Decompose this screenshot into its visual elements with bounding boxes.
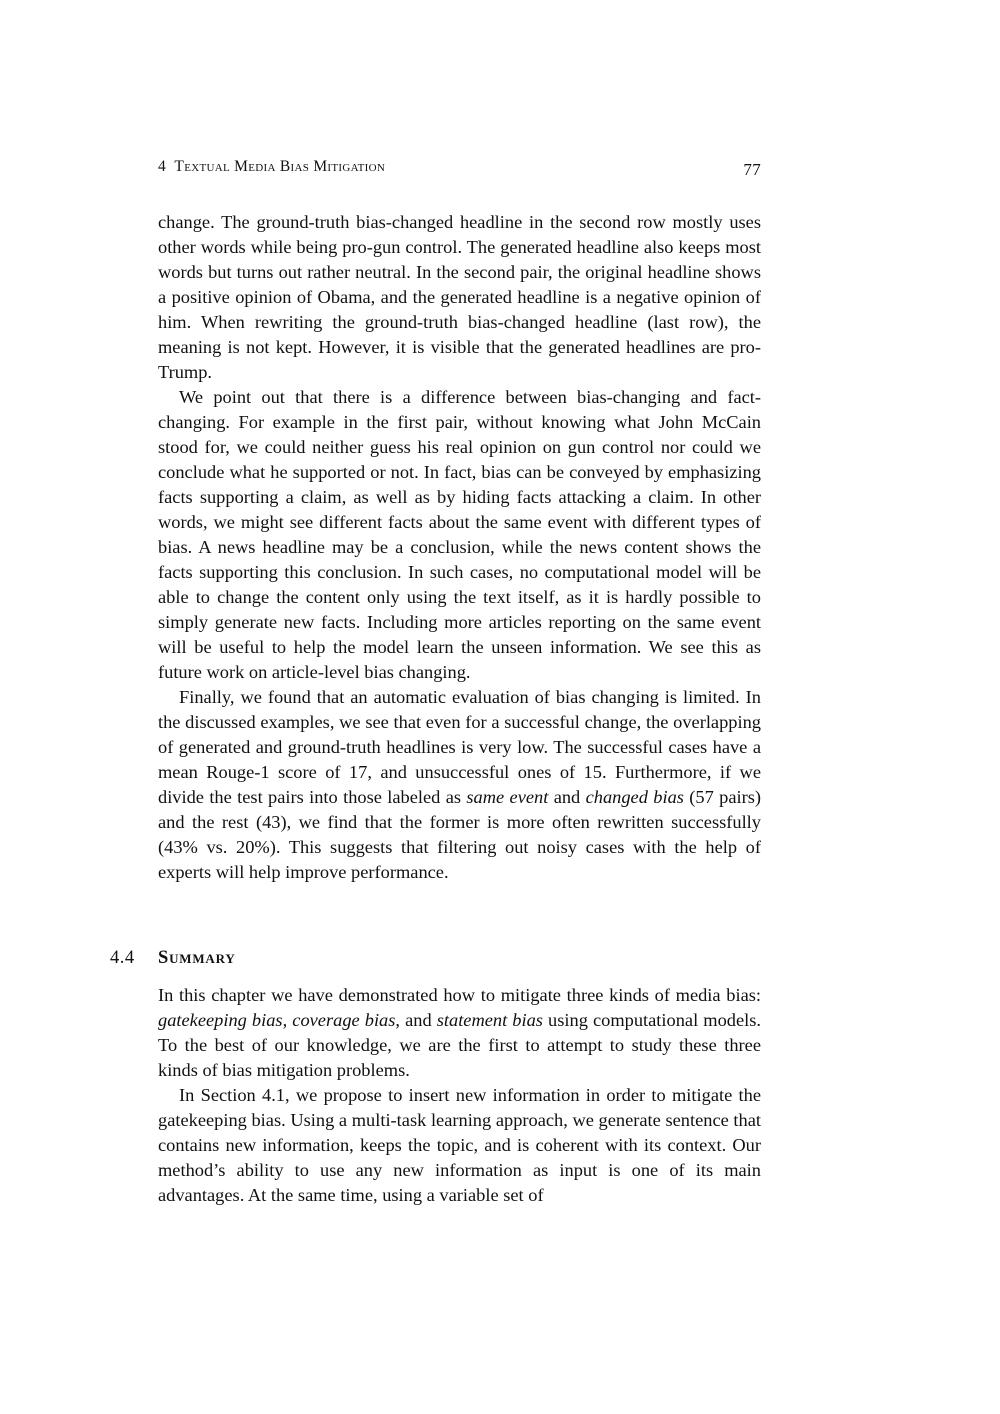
text-run: Finally, we found that an automatic evaluation of bias changing is limited. In the discussed examples, we see that even for a successful change, the overlapping of generated and ground-truth headlines is very low. The successful cases have a mean Rouge-1 score of 17, and unsuccessful ones of 15. Furthermore, if we divide the test pairs into those labeled as (158, 687, 761, 807)
body-text-block-top (158, 210, 761, 885)
text-run: change. The ground-truth bias-changed headline in the second row mostly uses other words while being pro-gun control. The generated headline also keeps most words but turns out rather neutral. In the second pair, the original headline shows a positive opinion of Obama, and the generated headline is a negative opinion of him. When rewriting the ground-truth bias-changed headline (last row), the meaning is not kept. However, it is visible that the generated headlines are pro-Trump. (158, 212, 761, 382)
emphasis-text: statement bias (436, 1010, 543, 1030)
section-heading (110, 948, 760, 978)
paragraph (158, 210, 761, 385)
chapter-number: 4 (158, 158, 167, 175)
paragraph (158, 385, 761, 685)
emphasis-text: changed bias (585, 787, 684, 807)
text-run: (57 pairs) and the rest (43), we find that the former is more often rewritten successfully (43% vs. 20%). This suggests that filtering out noisy cases with the help of experts will help improve performance. (158, 787, 762, 882)
emphasis-text: gatekeeping bias (158, 1010, 283, 1030)
paragraph (158, 685, 761, 885)
text-run: , (282, 1010, 293, 1030)
body-text-block-bottom (158, 983, 761, 1208)
text-run: In Section 4.1, we propose to insert new information in order to mitigate the gatekeeping bias. Using a multi-task learning approach, we generate sentence that contains new information, keeps the topic, and is coherent with its context. Our method’s ability to use any new information as input is one of its main advantages. At the same time, using a variable set of (158, 1085, 761, 1205)
chapter-title: Textual Media Bias Mitigation (174, 158, 386, 175)
section-title: Summary (158, 948, 236, 968)
paragraph (158, 983, 761, 1083)
running-head (158, 156, 761, 182)
running-head-chapter (158, 158, 385, 176)
emphasis-text: same event (466, 787, 549, 807)
text-run: , and (395, 1010, 437, 1030)
page-number: 77 (743, 160, 761, 179)
emphasis-text: coverage bias (292, 1010, 396, 1030)
text-run: using computational models. To the best of our knowledge, we are the first to attempt to study these three kinds of bias mitigation problems. (158, 1010, 761, 1080)
paragraph (158, 1083, 761, 1208)
text-run: In this chapter we have demonstrated how to mitigate three kinds of media bias: (158, 985, 761, 1005)
section-number: 4.4 (110, 948, 135, 968)
text-run: and (548, 787, 586, 807)
text-run: We point out that there is a difference between bias-changing and fact-changing. For example in the first pair, without knowing what John McCain stood for, we could neither guess his real opinion on gun control nor could we conclude what he supported or not. In fact, bias can be conveyed by emphasizing facts supporting a claim, as well as by hiding facts attacking a claim. In other words, we might see different facts about the same event with different types of bias. A news headline may be a conclusion, while the news content shows the facts supporting this conclusion. In such cases, no computational model will be able to change the content only using the text itself, as it is hardly possible to simply generate new facts. Including more articles reporting on the same event will be useful to help the model learn the unseen information. We see this as future work on article-level bias changing. (158, 387, 761, 682)
